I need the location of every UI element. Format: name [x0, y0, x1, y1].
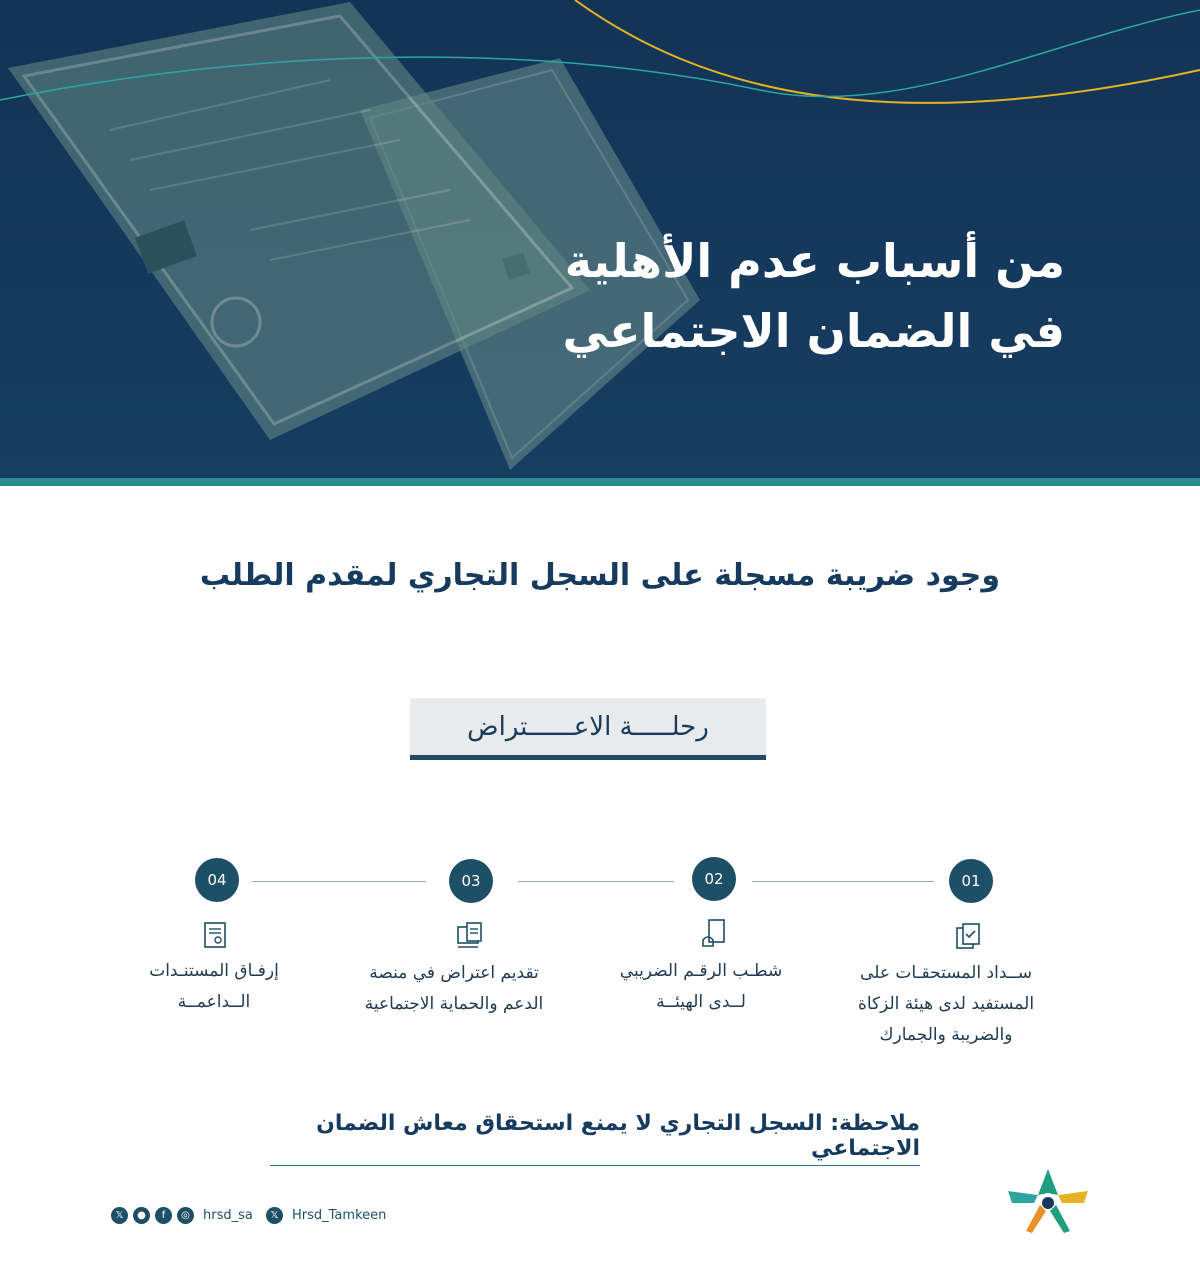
attachment-document-icon [201, 920, 229, 950]
hero-title-line-2: في الضمان الاجتماعي [562, 304, 1065, 358]
ministry-logo [1002, 1165, 1094, 1237]
timeline-connector [752, 881, 934, 882]
x-icon[interactable]: 𝕏 [266, 1207, 283, 1224]
step-text-02: شطـب الرقـم الضريبي لــدى الهيئــة [619, 961, 783, 1012]
social-handle-main[interactable]: hrsd_sa [203, 1207, 253, 1223]
step-number-02: 02 [692, 857, 736, 901]
x-icon[interactable]: 𝕏 [111, 1207, 128, 1224]
hero-title-line-1: من أسباب عدم الأهلية [564, 234, 1065, 288]
step-number-01: 01 [949, 859, 993, 903]
payment-document-icon [954, 922, 982, 952]
objection-journey-box [410, 698, 766, 760]
step-text-03: تقديم اعتراض في منصة الدعم والحماية الاجتماعية [364, 963, 544, 1014]
facebook-icon[interactable]: f [155, 1207, 172, 1224]
note-text: ملاحظة: السجل التجاري لا يمنع استحقاق معاش الضمان الاجتماعي [270, 1111, 920, 1166]
social-secondary [266, 1204, 386, 1226]
hero-divider-stripe [0, 478, 1200, 486]
step-text-01: ســداد المستحقـات على المستفيد لدى هيئة الزكاة والضريبة والجمارك [857, 963, 1035, 1045]
snapchat-icon[interactable]: ● [133, 1207, 150, 1224]
hero-title [445, 226, 1065, 366]
reason-headline: وجود ضريبة مسجلة على السجل التجاري لمقدم الطلب [199, 558, 1001, 593]
social-handle-secondary[interactable]: Hrsd_Tamkeen [292, 1207, 387, 1223]
step-number-03: 03 [449, 859, 493, 903]
instagram-icon[interactable]: ◎ [177, 1207, 194, 1224]
computer-form-icon [456, 921, 484, 951]
step-text-04: إرفـاق المستنـدات الــداعمــة [149, 961, 279, 1012]
document-hand-icon [700, 918, 728, 948]
social-main [111, 1204, 253, 1226]
timeline-connector [518, 881, 674, 882]
step-number-04: 04 [195, 858, 239, 902]
timeline-connector [252, 881, 426, 882]
objection-journey-label: رحلـــــة الاعــــــتراض [467, 711, 709, 742]
hero-banner [0, 0, 1200, 478]
